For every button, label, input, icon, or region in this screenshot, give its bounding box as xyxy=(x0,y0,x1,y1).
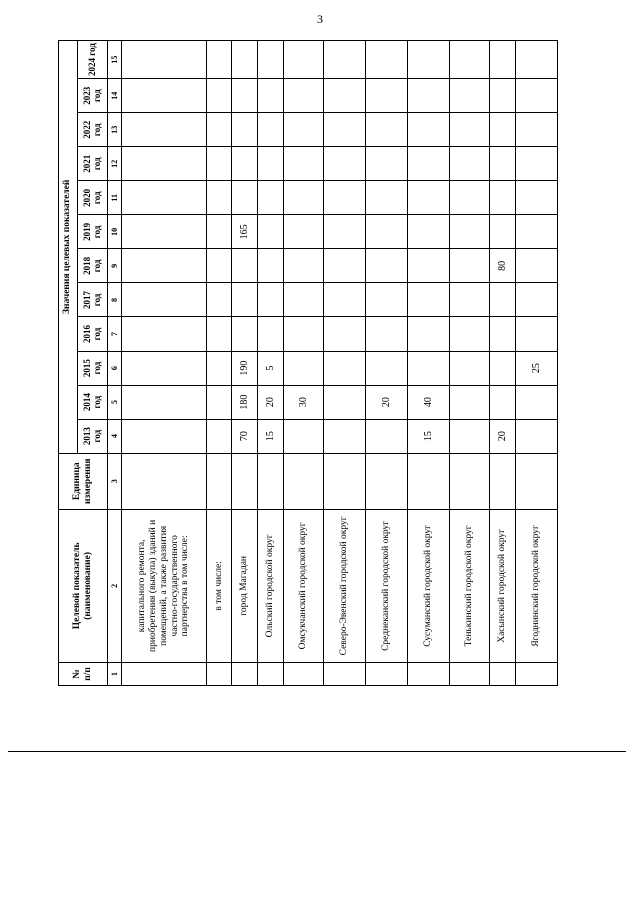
value-cell xyxy=(408,317,450,351)
value-cell xyxy=(408,113,450,147)
value-cell xyxy=(232,79,258,113)
column-index: 14 xyxy=(108,79,122,113)
value-cell xyxy=(408,41,450,79)
value-cell: 20 xyxy=(258,385,284,419)
row-number xyxy=(283,662,323,685)
column-index: 8 xyxy=(108,283,122,317)
row-number xyxy=(408,662,450,685)
column-index: 11 xyxy=(108,181,122,215)
value-cell xyxy=(232,41,258,79)
value-cell xyxy=(206,419,232,453)
value-cell xyxy=(323,215,365,249)
value-cell xyxy=(122,113,206,147)
value-cell: 40 xyxy=(408,385,450,419)
value-cell xyxy=(489,181,515,215)
value-cell xyxy=(365,41,407,79)
row-number xyxy=(365,662,407,685)
value-cell xyxy=(323,351,365,385)
value-cell xyxy=(122,79,206,113)
value-cell xyxy=(206,351,232,385)
value-cell xyxy=(283,147,323,181)
value-cell xyxy=(408,79,450,113)
header-year: 2019 год xyxy=(77,215,107,249)
indicator-name: капитального ремонта, приобретения (выкупа) зданий и помещений, а также развития частно-государственного партнерства в том числе: xyxy=(122,509,206,662)
value-cell xyxy=(206,181,232,215)
value-cell xyxy=(122,181,206,215)
column-index: 15 xyxy=(108,41,122,79)
column-index: 12 xyxy=(108,147,122,181)
value-cell xyxy=(365,113,407,147)
value-cell xyxy=(283,181,323,215)
value-cell xyxy=(515,41,557,79)
table-row xyxy=(515,41,557,686)
value-cell xyxy=(283,215,323,249)
header-year: 2023 год xyxy=(77,79,107,113)
header-year: 2014 год xyxy=(77,385,107,419)
value-cell xyxy=(258,41,284,79)
value-cell xyxy=(515,215,557,249)
value-cell xyxy=(206,41,232,79)
value-cell xyxy=(283,283,323,317)
value-cell xyxy=(122,385,206,419)
value-cell xyxy=(489,283,515,317)
header-year: 2013 год xyxy=(77,419,107,453)
table-row xyxy=(232,41,258,686)
value-cell xyxy=(515,181,557,215)
header-unit: Единица измерения xyxy=(59,453,108,509)
table-row xyxy=(365,41,407,686)
value-cell xyxy=(122,351,206,385)
value-cell xyxy=(515,385,557,419)
value-cell xyxy=(450,419,490,453)
unit-cell xyxy=(206,453,232,509)
value-cell xyxy=(489,79,515,113)
unit-cell xyxy=(408,453,450,509)
unit-cell xyxy=(122,453,206,509)
value-cell: 25 xyxy=(515,351,557,385)
value-cell xyxy=(408,181,450,215)
indicator-name: Тенькинский городской округ xyxy=(450,509,490,662)
column-index: 3 xyxy=(108,453,122,509)
value-cell xyxy=(323,79,365,113)
value-cell xyxy=(408,215,450,249)
indicator-name: Хасынский городской округ xyxy=(489,509,515,662)
column-index: 2 xyxy=(108,509,122,662)
value-cell xyxy=(206,249,232,283)
value-cell xyxy=(489,351,515,385)
header-year: 2018 год xyxy=(77,249,107,283)
column-index: 5 xyxy=(108,385,122,419)
unit-cell xyxy=(450,453,490,509)
value-cell xyxy=(232,113,258,147)
table-row xyxy=(122,41,206,686)
value-cell xyxy=(365,79,407,113)
value-cell xyxy=(283,41,323,79)
header-year: 2021 год xyxy=(77,147,107,181)
value-cell xyxy=(283,79,323,113)
value-cell xyxy=(122,419,206,453)
value-cell xyxy=(206,317,232,351)
value-cell xyxy=(323,419,365,453)
row-number xyxy=(122,662,206,685)
value-cell xyxy=(408,283,450,317)
value-cell xyxy=(515,317,557,351)
value-cell xyxy=(450,317,490,351)
value-cell xyxy=(515,79,557,113)
value-cell xyxy=(489,113,515,147)
unit-cell xyxy=(489,453,515,509)
header-num: № п/п xyxy=(59,662,108,685)
value-cell xyxy=(323,147,365,181)
value-cell xyxy=(515,419,557,453)
value-cell xyxy=(232,249,258,283)
rotated-table-container xyxy=(58,40,558,686)
column-index: 1 xyxy=(108,662,122,685)
value-cell xyxy=(232,317,258,351)
value-cell xyxy=(232,147,258,181)
value-cell xyxy=(408,147,450,181)
header-year: 2020 год xyxy=(77,181,107,215)
value-cell xyxy=(489,385,515,419)
table-row xyxy=(258,41,284,686)
row-number xyxy=(323,662,365,685)
value-cell xyxy=(450,385,490,419)
value-cell xyxy=(515,113,557,147)
value-cell xyxy=(489,41,515,79)
value-cell xyxy=(450,283,490,317)
table-row xyxy=(283,41,323,686)
header-year: 2015 год xyxy=(77,351,107,385)
column-index: 4 xyxy=(108,419,122,453)
header-values-group: Значения целевых показателей xyxy=(59,41,78,454)
value-cell xyxy=(323,113,365,147)
value-cell xyxy=(258,181,284,215)
row-number xyxy=(258,662,284,685)
header-indicator: Целевой показатель (наименование) xyxy=(59,509,108,662)
column-index: 9 xyxy=(108,249,122,283)
value-cell: 20 xyxy=(365,385,407,419)
value-cell xyxy=(489,317,515,351)
value-cell xyxy=(450,249,490,283)
unit-cell xyxy=(258,453,284,509)
column-index: 13 xyxy=(108,113,122,147)
value-cell xyxy=(450,215,490,249)
indicator-name: Ягоднинский городской округ xyxy=(515,509,557,662)
value-cell: 70 xyxy=(232,419,258,453)
value-cell xyxy=(450,113,490,147)
value-cell: 180 xyxy=(232,385,258,419)
value-cell xyxy=(206,385,232,419)
row-number xyxy=(450,662,490,685)
value-cell: 165 xyxy=(232,215,258,249)
unit-cell xyxy=(323,453,365,509)
value-cell xyxy=(323,41,365,79)
value-cell: 80 xyxy=(489,249,515,283)
table-row xyxy=(408,41,450,686)
value-cell xyxy=(232,181,258,215)
value-cell xyxy=(365,147,407,181)
value-cell xyxy=(450,41,490,79)
column-index: 10 xyxy=(108,215,122,249)
indicator-name: Омсукчанский городской округ xyxy=(283,509,323,662)
value-cell xyxy=(450,351,490,385)
unit-cell xyxy=(232,453,258,509)
unit-cell xyxy=(515,453,557,509)
value-cell xyxy=(365,317,407,351)
value-cell xyxy=(122,41,206,79)
bottom-rule xyxy=(8,751,626,752)
value-cell xyxy=(122,283,206,317)
value-cell xyxy=(122,147,206,181)
value-cell xyxy=(323,283,365,317)
row-number xyxy=(515,662,557,685)
table-row xyxy=(206,41,232,686)
value-cell xyxy=(122,317,206,351)
value-cell xyxy=(283,113,323,147)
unit-cell xyxy=(283,453,323,509)
value-cell xyxy=(122,215,206,249)
indicator-name: город Магадан xyxy=(232,509,258,662)
value-cell xyxy=(206,283,232,317)
value-cell xyxy=(515,249,557,283)
header-year: 2022 год xyxy=(77,113,107,147)
page-number: 3 xyxy=(317,12,323,26)
row-number xyxy=(206,662,232,685)
value-cell xyxy=(365,181,407,215)
value-cell: 15 xyxy=(408,419,450,453)
value-cell: 20 xyxy=(489,419,515,453)
value-cell xyxy=(258,215,284,249)
column-index: 6 xyxy=(108,351,122,385)
value-cell xyxy=(515,147,557,181)
value-cell xyxy=(206,147,232,181)
row-number xyxy=(232,662,258,685)
value-cell xyxy=(122,249,206,283)
value-cell xyxy=(450,147,490,181)
table-row xyxy=(450,41,490,686)
value-cell xyxy=(283,249,323,283)
value-cell xyxy=(258,249,284,283)
value-cell xyxy=(323,249,365,283)
indicator-name: в том числе: xyxy=(206,509,232,662)
value-cell xyxy=(450,79,490,113)
table-row xyxy=(323,41,365,686)
indicator-name: Сусуманский городской округ xyxy=(408,509,450,662)
header-year: 2017 год xyxy=(77,283,107,317)
value-cell xyxy=(365,283,407,317)
row-number xyxy=(489,662,515,685)
value-cell xyxy=(323,385,365,419)
table-row xyxy=(489,41,515,686)
value-cell xyxy=(515,283,557,317)
value-cell xyxy=(283,317,323,351)
value-cell: 30 xyxy=(283,385,323,419)
value-cell xyxy=(258,317,284,351)
value-cell xyxy=(283,419,323,453)
value-cell xyxy=(323,317,365,351)
value-cell xyxy=(365,419,407,453)
header-year: 2024 год xyxy=(77,41,107,79)
value-cell xyxy=(365,215,407,249)
value-cell xyxy=(206,113,232,147)
column-index: 7 xyxy=(108,317,122,351)
value-cell xyxy=(258,283,284,317)
unit-cell xyxy=(365,453,407,509)
value-cell: 190 xyxy=(232,351,258,385)
value-cell xyxy=(323,181,365,215)
value-cell xyxy=(365,249,407,283)
indicator-name: Ольский городской округ xyxy=(258,509,284,662)
value-cell xyxy=(489,215,515,249)
value-cell xyxy=(258,147,284,181)
value-cell xyxy=(450,181,490,215)
value-cell: 5 xyxy=(258,351,284,385)
value-cell: 15 xyxy=(258,419,284,453)
value-cell xyxy=(258,113,284,147)
value-cell xyxy=(206,79,232,113)
value-cell xyxy=(258,79,284,113)
value-cell xyxy=(206,215,232,249)
indicator-name: Среднеканский городской округ xyxy=(365,509,407,662)
value-cell xyxy=(232,283,258,317)
value-cell xyxy=(408,249,450,283)
header-year: 2016 год xyxy=(77,317,107,351)
value-cell xyxy=(408,351,450,385)
indicator-name: Северо-Эвенский городской округ xyxy=(323,509,365,662)
target-indicators-table xyxy=(58,40,558,686)
value-cell xyxy=(365,351,407,385)
value-cell xyxy=(283,351,323,385)
value-cell xyxy=(489,147,515,181)
